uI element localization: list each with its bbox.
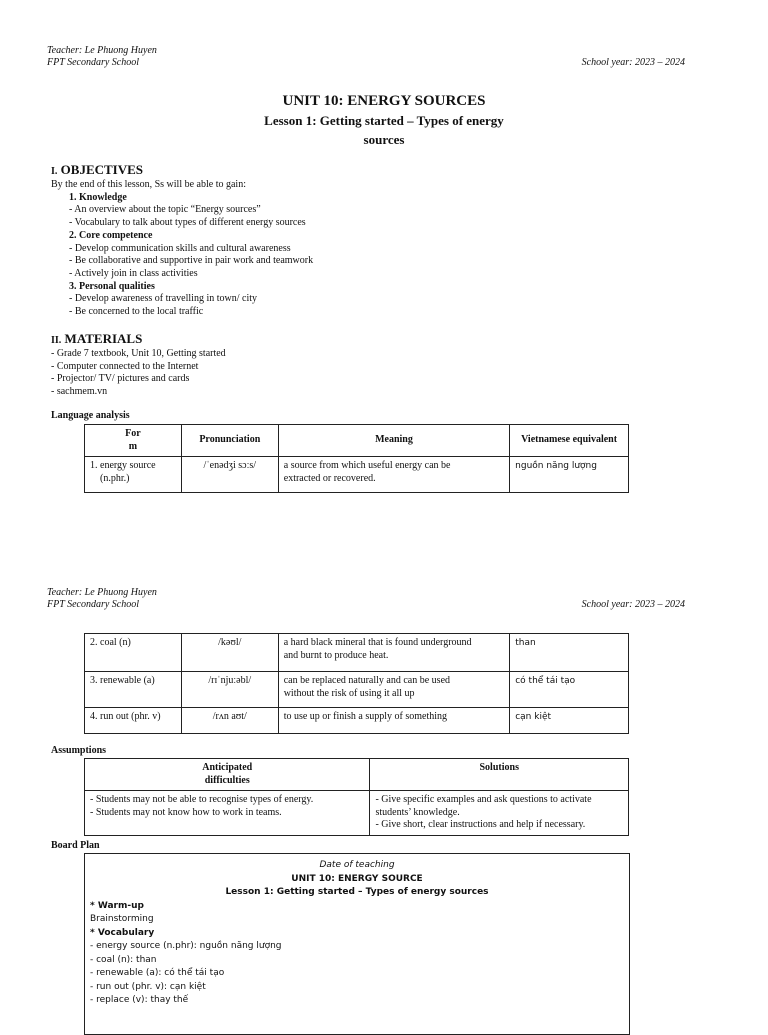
vietnamese-cell: than <box>510 634 629 672</box>
board-vocab-item: - replace (v): thay thế <box>90 995 189 1005</box>
knowledge-title: 1. Knowledge <box>69 191 127 203</box>
vietnamese-cell: có thể tái tạo <box>510 672 629 708</box>
qualities-title: 3. Personal qualities <box>69 280 155 292</box>
vietnamese-cell: nguồn năng lượng <box>510 457 629 493</box>
form-cell: 1. energy source (n.phr.) <box>85 457 182 493</box>
language-table-header <box>84 424 629 493</box>
materials-roman: II. <box>51 335 62 346</box>
school-year: School year: 2023 – 2024 <box>581 599 685 610</box>
pronunciation-cell: /kəʊl/ <box>181 634 278 672</box>
materials-list <box>51 348 551 399</box>
lesson-title-line1: Lesson 1: Getting started – Types of energy <box>264 113 504 128</box>
table-row <box>85 634 629 672</box>
meaning-cell: a source from which useful energy can be extracted or recovered. <box>278 457 509 493</box>
solutions-cell: - Give specific examples and ask questions to activate students’ knowledge. - Give short, clear instructions and help if necessary. <box>370 791 629 836</box>
objectives-heading <box>51 162 143 178</box>
meaning-header: Meaning <box>278 425 509 457</box>
meaning-cell: a hard black mineral that is found underground and burnt to produce heat. <box>278 634 510 672</box>
pronunciation-cell: /rʌn aʊt/ <box>181 708 278 734</box>
language-analysis-label: Language analysis <box>51 410 130 421</box>
qualities-item: - Be concerned to the local traffic <box>69 306 204 318</box>
materials-heading-text: MATERIALS <box>64 331 143 346</box>
school-name: FPT Secondary School <box>47 599 140 610</box>
meaning-cell: can be replaced naturally and can be used without the risk of using it all up <box>278 672 510 708</box>
board-lesson: Lesson 1: Getting started – Types of energy sources <box>225 887 489 897</box>
board-plan-box <box>84 853 630 1035</box>
materials-item: - Computer connected to the Internet <box>51 360 199 372</box>
vietnamese-header: Vietnamese equivalent <box>510 425 629 457</box>
assumptions-label: Assumptions <box>51 745 107 756</box>
competence-item: - Develop communication skills and cultural awareness <box>69 242 291 254</box>
lesson-title-line2: sources <box>363 132 405 147</box>
meaning-cell: to use up or finish a supply of something <box>278 708 510 734</box>
board-plan-label: Board Plan <box>51 840 100 851</box>
table-row <box>85 791 629 836</box>
materials-item: - Projector/ TV/ pictures and cards <box>51 373 190 385</box>
assumptions-table <box>84 758 629 836</box>
competence-title: 2. Core competence <box>69 229 153 241</box>
pronunciation-cell: /rɪˈnjuːəbl/ <box>181 672 278 708</box>
competence-item: - Actively join in class activities <box>69 267 198 279</box>
objectives-roman: I. <box>51 166 58 177</box>
table-header-row <box>85 759 629 791</box>
board-vocab-item: - coal (n): than <box>90 954 157 965</box>
objectives-intro: By the end of this lesson, Ss will be able to gain: <box>51 179 246 190</box>
board-vocabulary: * Vocabulary <box>90 927 155 938</box>
table-row <box>85 672 629 708</box>
board-vocab-item: - renewable (a): có thể tái tạo <box>90 968 225 978</box>
page-header <box>47 45 685 69</box>
board-unit: UNIT 10: ENERGY SOURCE <box>291 873 423 884</box>
pronunciation-cell: /ˈenədʒi sɔːs/ <box>181 457 278 493</box>
school-name: FPT Secondary School <box>47 57 140 68</box>
difficulties-cell: - Students may not be able to recognise types of energy. - Students may not know how to work in teams. <box>85 791 370 836</box>
knowledge-item: - An overview about the topic “Energy sources” <box>69 204 261 216</box>
knowledge-item: - Vocabulary to talk about types of different energy sources <box>69 217 306 229</box>
materials-heading <box>51 331 142 347</box>
objectives-heading-text: OBJECTIVES <box>60 162 144 177</box>
page-header <box>47 587 685 611</box>
unit-title: UNIT 10: ENERGY SOURCES <box>282 93 486 109</box>
solutions-header: Solutions <box>370 759 629 791</box>
form-cell: 4. run out (phr. v) <box>85 708 182 734</box>
table-row <box>85 708 629 734</box>
board-vocab-item: - run out (phr. v): cạn kiệt <box>90 981 206 992</box>
form-cell: 3. renewable (a) <box>85 672 182 708</box>
board-date: Date of teaching <box>319 860 395 870</box>
school-year: School year: 2023 – 2024 <box>581 57 685 68</box>
form-cell: 2. coal (n) <box>85 634 182 672</box>
board-vocab-item: - energy source (n.phr): nguồn năng lượng <box>90 941 282 951</box>
difficulties-header: Anticipated difficulties <box>85 759 370 791</box>
board-warmup: * Warm-up <box>90 900 144 911</box>
teacher-name: Teacher: Le Phuong Huyen <box>47 45 157 56</box>
pronunciation-header: Pronunciation <box>181 425 278 457</box>
objectives-body <box>51 179 551 319</box>
teacher-name: Teacher: Le Phuong Huyen <box>47 587 157 598</box>
vietnamese-cell: cạn kiệt <box>510 708 629 734</box>
materials-item: - sachmem.vn <box>51 386 108 398</box>
qualities-item: - Develop awareness of travelling in town/ city <box>69 293 257 305</box>
competence-item: - Be collaborative and supportive in pair work and teamwork <box>69 255 314 267</box>
table-row <box>85 457 629 493</box>
board-brainstorming: Brainstorming <box>90 914 154 924</box>
table-header-row <box>85 425 629 457</box>
language-table-continued <box>84 633 629 734</box>
form-header: For m <box>85 425 182 457</box>
materials-item: - Grade 7 textbook, Unit 10, Getting started <box>51 348 226 359</box>
